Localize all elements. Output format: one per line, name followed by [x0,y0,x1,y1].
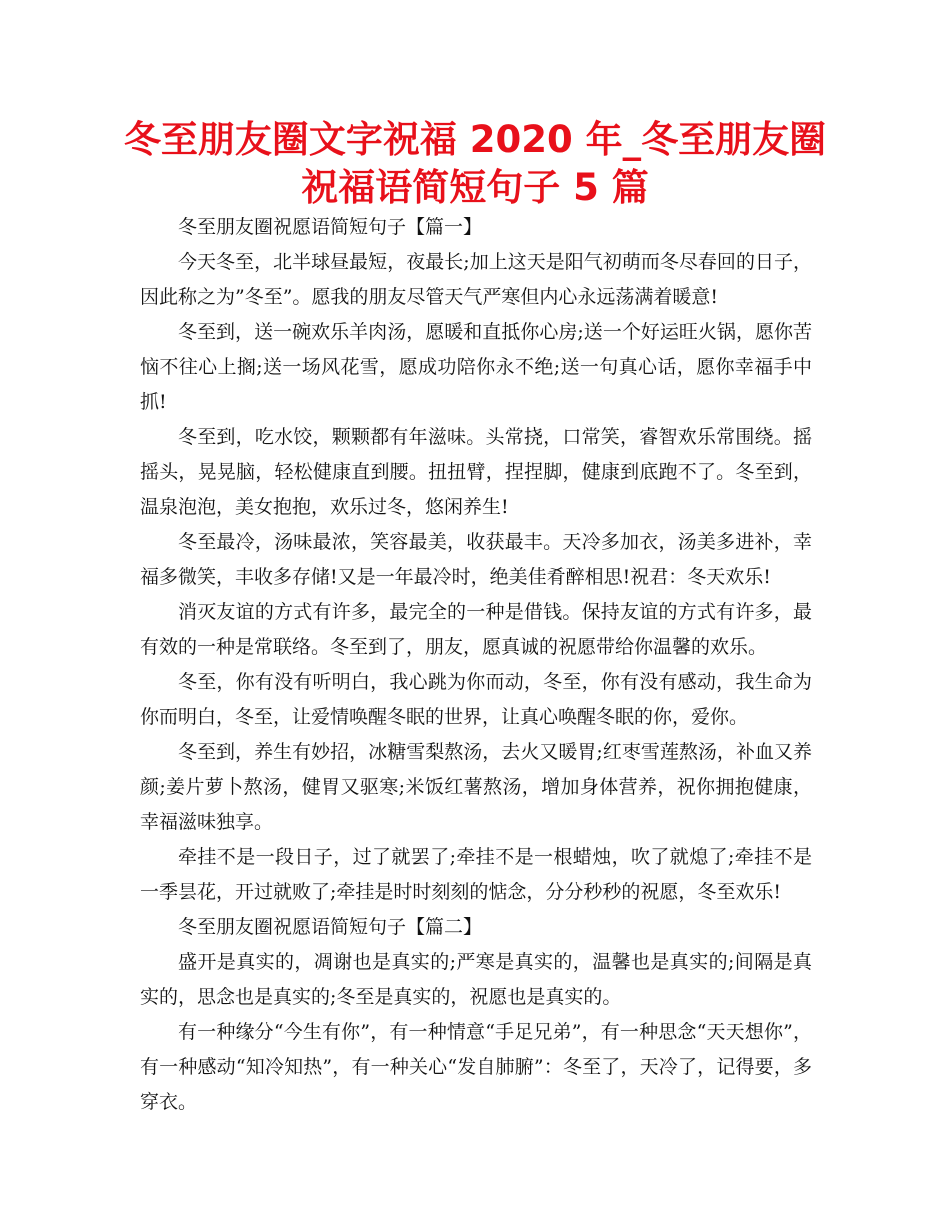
paragraph: 冬至最冷，汤味最浓，笑容最美，收获最丰。天冷多加衣，汤美多进补，幸福多微笑，丰收多存储!又是一年最冷时，绝美佳肴醉相思!祝君：冬天欢乐! [140,531,812,588]
paragraph: 冬至，你有没有听明白，我心跳为你而动，冬至，你有没有感动，我生命为你而明白，冬至，让爱情唤醒冬眠的世界，让真心唤醒冬眠的你，爱你。 [140,671,812,728]
paragraph: 盛开是真实的，凋谢也是真实的;严寒是真实的，温馨也是真实的;间隔是真实的，思念也是真实的;冬至是真实的，祝愿也是真实的。 [140,951,812,1008]
paragraph: 今天冬至，北半球昼最短，夜最长;加上这天是阳气初萌而冬尽春回的日子，因此称之为”冬至”。愿我的朋友尽管天气严寒但内心永远荡满着暖意! [140,251,812,308]
section-heading: 冬至朋友圈祝愿语简短句子【篇一】 [178,216,483,238]
document-body [140,210,812,1120]
section-heading: 冬至朋友圈祝愿语简短句子【篇二】 [178,916,483,938]
paragraph: 冬至到，吃水饺，颗颗都有年滋味。头常挠，口常笑，睿智欢乐常围绕。摇摇头，晃晃脑，轻松健康直到腰。扭扭臂，捏捏脚，健康到底跑不了。冬至到，温泉泡泡，美女抱抱，欢乐过冬，悠闲养生! [140,426,812,518]
paragraph: 消灭友谊的方式有许多，最完全的一种是借钱。保持友谊的方式有许多，最有效的一种是常联络。冬至到了，朋友，愿真诚的祝愿带给你温馨的欢乐。 [140,601,812,658]
paragraph: 冬至到，送一碗欢乐羊肉汤，愿暖和直抵你心房;送一个好运旺火锅，愿你苦恼不往心上搁;送一场风花雪，愿成功陪你永不绝;送一句真心话，愿你幸福手中抓! [140,321,812,413]
paragraph: 牵挂不是一段日子，过了就罢了;牵挂不是一根蜡烛，吹了就熄了;牵挂不是一季昙花，开过就败了;牵挂是时时刻刻的惦念，分分秒秒的祝愿，冬至欢乐! [140,846,812,903]
paragraph: 冬至到，养生有妙招，冰糖雪梨熬汤，去火又暖胃;红枣雪莲熬汤，补血又养颜;姜片萝卜熬汤，健胃又驱寒;米饭红薯熬汤，增加身体营养，祝你拥抱健康，幸福滋味独享。 [140,741,812,833]
document-title: 冬至朋友圈文字祝福 2020 年_冬至朋友圈祝福语简短句子 5 篇 [123,118,827,209]
paragraph: 有一种缘分“今生有你”，有一种情意“手足兄弟”，有一种思念“天天想你”，有一种感动“知冷知热”，有一种关心“发自肺腑”：冬至了，天冷了，记得要，多穿衣。 [140,1021,812,1113]
